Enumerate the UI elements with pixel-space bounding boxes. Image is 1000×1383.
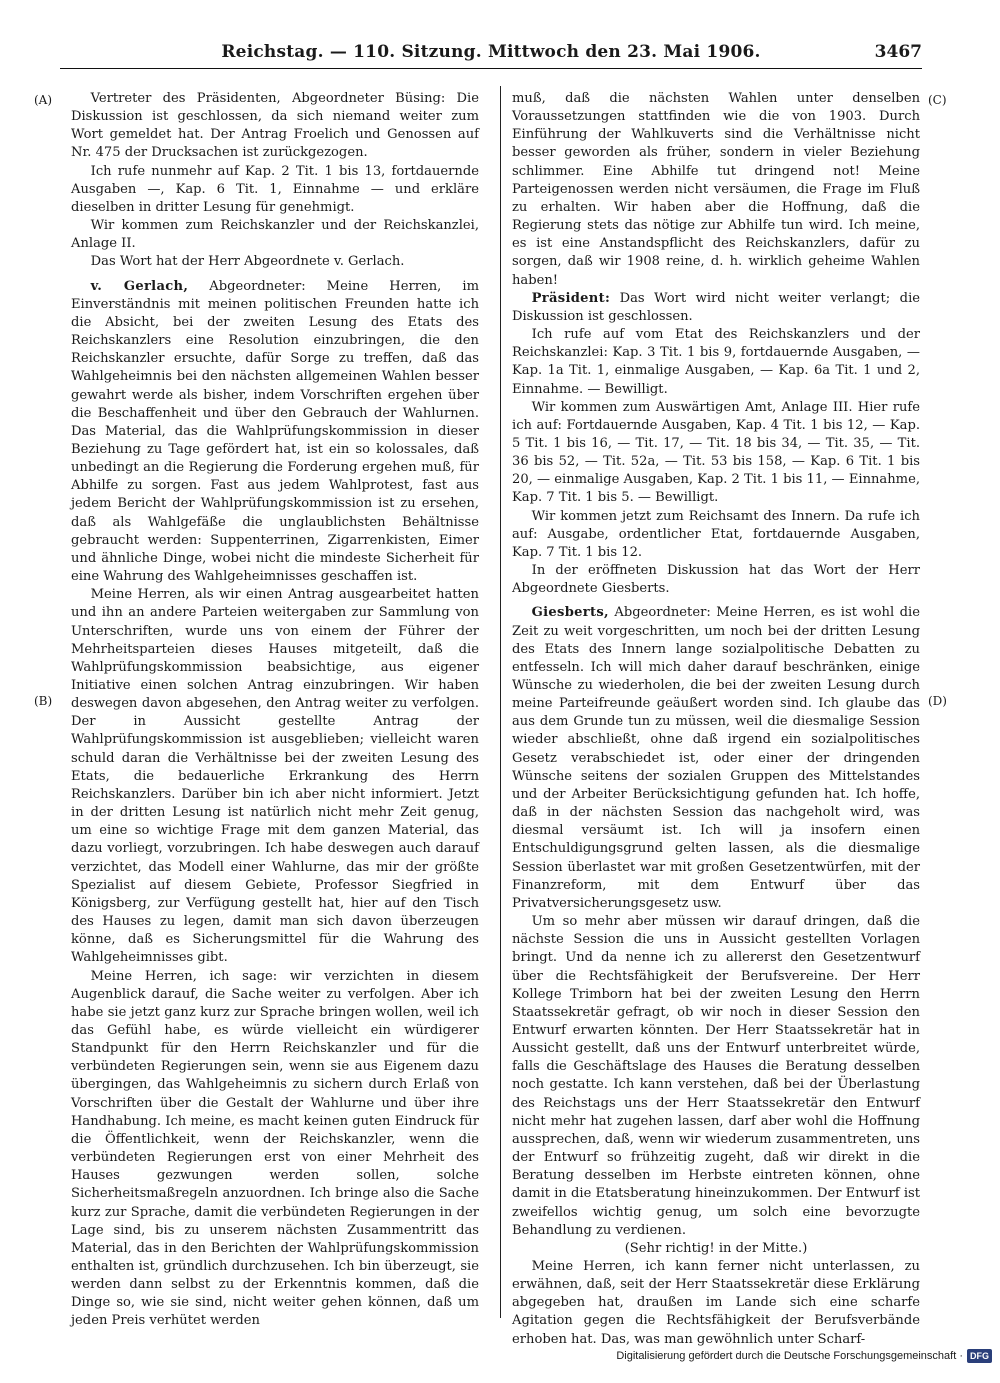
left-column (71, 90, 479, 1331)
column-divider (500, 86, 501, 1318)
page-header (60, 36, 922, 69)
speaker-name: v. Gerlach, (90, 278, 189, 294)
paragraph: In der eröffneten Diskussion hat das Wort der Herr Abgeordnete Giesberts. (512, 563, 920, 597)
paragraph: Um so mehr aber müssen wir darauf dringen, daß die nächste Session die uns in Aussicht gestellten Vorlagen bringt. Und da nenne ich zu allererst den Gesetzentwurf über die Rechtsfähigkeit der Berufsvereine. Der Herr Kollege Trimborn hat bei der zweiten Lesung den Herrn Staatssekretär gefragt, ob wir noch in dieser Session den Entwurf erwarten könnten. Der Herr Staatssekretär hat in Aussicht gestellt, daß uns der Entwurf unterbreitet würde, falls die Geschäftslage des Hauses die Beratung desselben noch gestatte. Ich kann verstehen, daß bei der Überlastung des Reichstags uns der Herr Staatssekretär den Entwurf nicht mehr hat zugehen lassen, darf aber wohl die Hoffnung aussprechen, daß, wenn wir wiederum zusammentreten, uns der Entwurf so frühzeitig zugeht, daß wir direkt in die Beratung desselben im Herbste eintreten können, ohne damit in die Etatsberatung hineinzukommen. Der Entwurf ist zweifellos wichtig genug, um solch eine bevorzugte Behandlung zu verdienen. (512, 914, 920, 1238)
speech-paragraph (512, 290, 920, 326)
footer-text: Digitalisierung gefördert durch die Deutsche Forschungsgemeinschaft · (616, 1350, 963, 1362)
paragraph: Meine Herren, ich sage: wir verzichten in diesem Augenblick darauf, die Sache weiter zu verfolgen. Aber ich habe sie jetzt ganz kurz zur Sprache bringen wollen, weil ich das Gefühl habe, es würde vielleicht ein würdigerer Standpunkt für den Herrn Reichskanzler und für die verbündeten Regierungen sein, wenn sie aus Eigenem dazu übergingen, das Wahlgeheimnis zu sichern durch Erlaß von Vorschriften über die Gestalt der Wahlurne und über ihre Handhabung. Ich meine, es macht keinen guten Eindruck für die Öffentlichkeit, wenn der Reichskanzler, wenn die verbündeten Regierungen erst von einer Mehrheit des Hauses gezwungen werden sollen, solche Sicherheitsmaßregeln anzuordnen. Ich bringe also die Sache kurz zur Sprache, damit die verbündeten Regierungen in der Lage sind, bis zu unserem nächsten Zusammentritt das Material, das in den Berichten der Wahlprüfungskommission enthalten ist, gründlich durchzusehen. Ich bin überzeugt, sie werden dann selbst zu der Erkenntnis kommen, daß die Dinge so, wie sie sind, nicht weiter gehen können, daß um jeden Preis verhütet werden (71, 968, 479, 1329)
paragraph: Wir kommen zum Reichskanzler und der Reichskanzlei, Anlage II. (71, 218, 479, 252)
paragraph: Meine Herren, ich kann ferner nicht unterlassen, zu erwähnen, daß, seit der Herr Staatssekretär diese Erklärung abgegeben hat, draußen im Lande sich eine scharfe Agitation gegen die Rechtsfähigkeit der Berufsverbände erhoben hat. Das, was man gewöhnlich unter Scharf- (512, 1259, 920, 1347)
header-title: Reichstag. — 110. Sitzung. Mittwoch den 23. Mai 1906. (221, 42, 761, 62)
speech-paragraph (71, 278, 479, 587)
margin-marker-b: (B) (34, 694, 53, 708)
margin-marker-d: (D) (928, 694, 947, 708)
speech-paragraph (512, 604, 920, 913)
paragraph: Ich rufe auf vom Etat des Reichskanzlers und der Reichskanzlei: Kap. 3 Tit. 1 bis 9, fortdauernde Ausgaben, — Kap. 1a Tit. 1, einmalige Ausgaben, — Kap. 6a Tit. 1 und 2, Einnahme. — Bewilligt. (512, 327, 920, 397)
speech-text: Abgeordneter: Meine Herren, es ist wohl die Zeit zu weit vorgeschritten, um noch bei der dritten Lesung des Etats des Innern lange sozialpolitische Debatten zu entfesseln. Ich will mich daher darauf beschränken, einige Wünsche zu wiederholen, die bei der zweiten Lesung durch meine Parteifreunde geäußert worden sind. Ich glaube das aus dem Grunde tun zu müssen, weil die diesmalige Session wieder abschließt, ohne daß irgend ein sozialpolitisches Gesetz verabschiedet ist, oder einer der dringenden Wünsche seitens der sozialen Gruppen des Mittelstandes und der Arbeiter Berücksichtigung gefunden hat. Ich hoffe, daß in der nächsten Session das nachgeholt wird, was diesmal versäumt ist. Ich will ja insofern einen Entschuldigungsgrund gelten lassen, als die diesmalige Session überlastet war mit großen Gesetzentwürfen, mit der Finanzreform, mit dem Entwurf über das Privatversicherungsgesetz usw. (512, 605, 920, 911)
speech-text: Abgeordneter: Meine Herren, im Einverständnis mit meinen politischen Freunden hatte ich die Absicht, bei der zweiten Lesung des Etats des Reichskanzlers eine Resolution einzubringen, die den Reichskanzler ersuchte, dafür Sorge zu treffen, daß das Wahlgeheimnis bei den nächsten allgemeinen Wahlen besser gewahrt werde als bisher, indem Vorschriften ergehen über die Beschaffenheit und über den Gebrauch der Wahlurnen. Das Material, das die Wahlprüfungskommission in dieser Beziehung zu Tage gefördert hat, ist ein so kolossales, daß unbedingt an die Regierung die Forderung ergehen muß, für Abhilfe zu sorgen. Fast aus jedem Wahlprotest, fast aus jedem Bericht der Wahlprüfungskommission ist zu ersehen, daß als Wahlgefäße die unglaublichsten Behältnisse gebraucht werden: Suppenterrinen, Zigarrenkisten, Eimer und ähnliche Dinge, wobei nicht die mindeste Sicherheit für eine Wahrung des Wahlgeheimnisses geschaffen ist. (71, 278, 479, 585)
interjection: (Sehr richtig! in der Mitte.) (624, 1240, 808, 1256)
paragraph: Meine Herren, als wir einen Antrag ausgearbeitet hatten und ihn an andere Parteien weitergaben zur Sammlung von Unterschriften, wurde uns von einem der Führer der Mehrheitsparteien dieses Hauses mitgeteilt, daß die Wahlprüfungskommission beabsichtige, aus eigener Initiative einen solchen Antrag einzubringen. Wir haben deswegen davon abgesehen, den Antrag weiter zu verfolgen. Der in Aussicht gestellte Antrag der Wahlprüfungskommission ist ausgeblieben; vielleicht waren schuld daran die Verhältnisse bei der zweiten Lesung des Etats, die bedauerliche Erkrankung des Herrn Reichskanzlers. Darüber bin ich aber nicht informiert. Jetzt in der dritten Lesung ist natürlich nicht mehr Zeit genug, um eine so wichtige Frage mit dem ganzen Material, das dazu vorliegt, vorzubringen. Ich habe deswegen auch darauf verzichtet, das Modell einer Wahlurne, das mir der größte Spezialist auf diesem Gebiete, Professor Siegfried in Königsberg, zur Verfügung gestellt hat, hier auf den Tisch des Hauses zu legen, damit man sich davon überzeugen könne, daß es Sicherungsmittel für die Wahrung des Wahlgeheimnisses gibt. (71, 587, 479, 966)
paragraph: muß, daß die nächsten Wahlen unter denselben Voraussetzungen stattfinden wie die von 1903. Durch Einführung der Wahlkuverts sind die Verhältnisse nicht besser geworden als früher, sondern in vieler Beziehung schlimmer. Eine Abhilfe tut dringend not! Meine Parteigenossen werden nicht versäumen, die Frage im Fluß zu erhalten. Wir haben aber die Hoffnung, daß die Regierung stets das nötige zur Abhilfe tun wird. Ich meine, es ist eine Anstandspflicht des Reichskanzlers, dafür zu sorgen, daß wir 1908 reine, d. h. wirklich geheime Wahlen haben! (512, 91, 920, 288)
page-number: 3467 (874, 42, 922, 62)
paragraph: Ich rufe nunmehr auf Kap. 2 Tit. 1 bis 13, fortdauernde Ausgaben —, Kap. 6 Tit. 1, Einnahme — und erkläre dieselben in dritter Lesung für genehmigt. (71, 163, 479, 215)
speaker-name: Giesberts, (531, 605, 609, 621)
paragraph: Wir kommen jetzt zum Reichsamt des Innern. Da rufe ich auf: Ausgabe, ordentlicher Etat, fortdauernde Ausgaben, Kap. 7 Tit. 1 bis 12. (512, 508, 920, 560)
right-column (512, 90, 920, 1349)
speaker-name: Präsident: (531, 290, 611, 306)
paragraph: Wir kommen zum Auswärtigen Amt, Anlage III. Hier rufe ich auf: Fortdauernde Ausgaben, Kap. 4 Tit. 1 bis 12, — Kap. 5 Tit. 1 bis 16, — Tit. 17, — Tit. 18 bis 34, — Tit. 35, — Tit. 36 bis 52, — Tit. 52a, — Tit. 53 bis 158, — Kap. 6 Tit. 1 bis 20, — einmalige Ausgaben, Kap. 2 Tit. 1 bis 11, — Einnahme, Kap. 7 Tit. 1 bis 5. — Bewilligt. (512, 399, 920, 506)
paragraph: Vertreter des Präsidenten, Abgeordneter Büsing: Die Diskussion ist geschlossen, da sich niemand weiter zum Wort gemeldet hat. Der Antrag Froelich und Genossen auf Nr. 475 der Drucksachen ist zurückgezogen. (71, 91, 479, 161)
dfg-logo: DFG (967, 1349, 992, 1363)
margin-marker-c: (C) (928, 93, 947, 107)
margin-marker-a: (A) (34, 93, 53, 107)
speech-text: Das Wort wird nicht weiter verlangt; die Diskussion ist geschlossen. (512, 290, 920, 324)
footer (612, 1349, 992, 1369)
paragraph: Das Wort hat der Herr Abgeordnete v. Gerlach. (90, 254, 405, 270)
